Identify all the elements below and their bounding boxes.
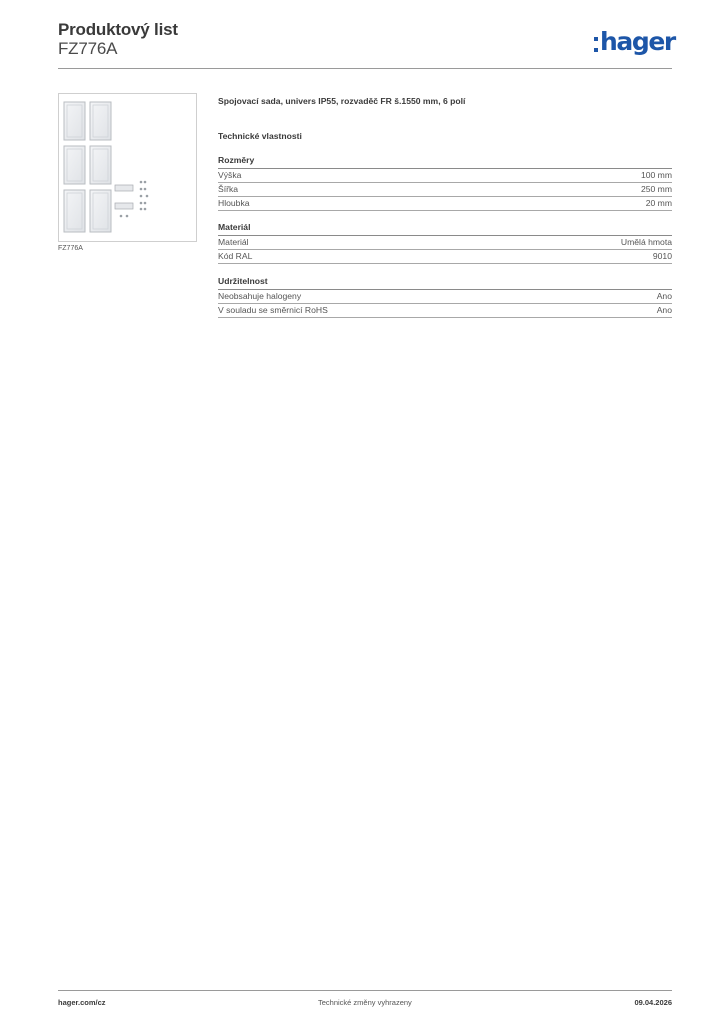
row-value: 100 mm (640, 170, 672, 180)
row-label: Materiál (218, 237, 249, 247)
row-value: 20 mm (645, 198, 672, 208)
hager-logo[interactable] (594, 27, 675, 57)
row-value: Umělá hmota (620, 237, 672, 247)
table-row (218, 169, 672, 183)
section-title: Materiál (218, 222, 672, 236)
section-sustainability (218, 276, 672, 318)
table-row (218, 290, 672, 304)
table-row (218, 197, 672, 211)
row-label: Šířka (218, 184, 239, 194)
product-photo (58, 93, 197, 242)
product-description: Spojovací sada, univers IP55, rozvaděč FR š.1550 mm, 6 polí (218, 96, 466, 106)
section-title: Udržitelnost (218, 276, 672, 290)
logo-text: hager (600, 27, 675, 56)
product-photo-icon (59, 94, 196, 241)
product-code: FZ776A (58, 39, 118, 58)
tech-heading: Technické vlastnosti (218, 131, 302, 141)
row-value: 9010 (652, 251, 672, 261)
logo-dots-icon (594, 37, 598, 52)
row-value: Ano (656, 305, 672, 315)
row-label: Kód RAL (218, 251, 253, 261)
row-label: Neobsahuje halogeny (218, 291, 302, 301)
header-divider (58, 68, 672, 69)
page-title: Produktový list (58, 20, 178, 39)
image-caption: FZ776A (58, 245, 83, 252)
row-label: Výška (218, 170, 242, 180)
row-label: Hloubka (218, 198, 250, 208)
footer-date: 09.04.2026 (634, 998, 672, 1007)
section-dimensions (218, 155, 672, 211)
table-row (218, 304, 672, 318)
table-row (218, 250, 672, 264)
row-value: 250 mm (640, 184, 672, 194)
table-row (218, 236, 672, 250)
footer-note: Technické změny vyhrazeny (318, 998, 412, 1007)
footer-divider (58, 990, 672, 991)
row-label: V souladu se směrnicí RoHS (218, 305, 328, 315)
section-title: Rozměry (218, 155, 672, 169)
section-material (218, 222, 672, 264)
footer-website-link[interactable]: hager.com/cz (58, 998, 106, 1007)
table-row (218, 183, 672, 197)
row-value: Ano (656, 291, 672, 301)
